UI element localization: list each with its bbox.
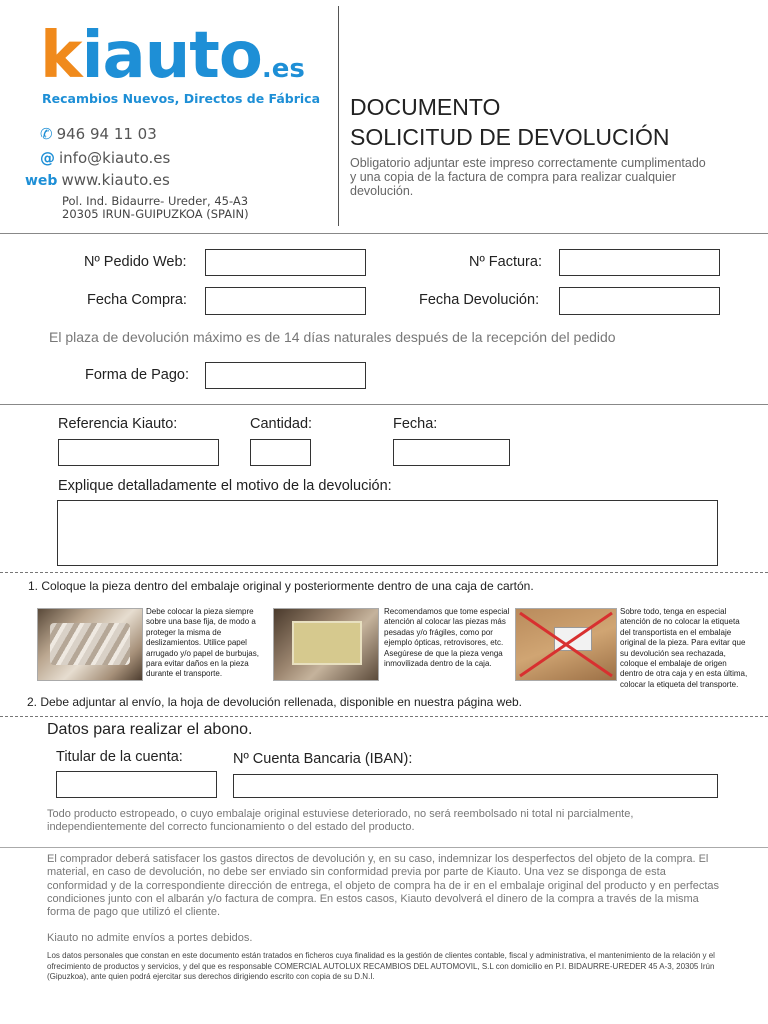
address-line1: Pol. Ind. Bidaurre- Ureder, 45-A3 [62,194,249,208]
plazo-note: El plaza de devolución máximo es de 14 días naturales después de la recepción del pedido [49,329,616,345]
fecha-compra-label: Fecha Compra: [87,292,187,308]
iban-input[interactable] [233,774,718,798]
motivo-textarea[interactable] [57,500,718,566]
section-divider [0,233,768,234]
brand-tagline: Recambios Nuevos, Directos de Fábrica [42,91,321,106]
address-line2: 20305 IRUN-GUIPUZKOA (SPAIN) [62,207,249,221]
referencia-input[interactable] [58,439,219,466]
kiauto-logo: kiauto.es [40,19,305,93]
fecha-label: Fecha: [393,416,438,432]
cantidad-label: Cantidad: [250,416,313,432]
dashed-divider [0,716,768,717]
cantidad-input[interactable] [250,439,311,466]
phone-icon: ✆ [40,125,53,143]
footer-conditions: El comprador deberá satisfacer los gastos directos de devolución y, en su caso, indemnizar los desperfectos del objeto de la compra. El material, en caso de devolución, no debe ser enviado sin conformidad previa por parte de Kiauto. Una vez se disponga de esta conformidad y de la correspondiente dirección de entrega, el objeto de compra ha de ir en el embalaje original del producto y en perfectas condiciones junto con el albarán y/o factura de compra. En estos casos, Kiauto devolverá el dinero de la compra a través de la misma forma de pago que utilizó el cliente. [47,853,720,919]
header-divider [338,6,339,226]
packing-photo-3 [515,608,617,681]
pedido-label: Nº Pedido Web: [84,254,187,270]
packing-photo-1 [37,608,143,681]
dashed-divider [0,572,768,573]
step-1-text: 1. Coloque la pieza dentro del embalaje original y posteriormente dentro de una caja de cartón. [28,579,534,593]
fecha-devolucion-input[interactable] [559,287,720,315]
step-2-text: 2. Debe adjuntar al envío, la hoja de devolución rellenada, disponible en nuestra página web. [27,695,523,709]
fecha-input[interactable] [393,439,510,466]
abono-heading: Datos para realizar el abono. [47,721,253,738]
photo-3-caption: Sobre todo, tenga en especial atención de no colocar la etiqueta del transportista en el embalaje original de la pieza. Para evitar que su devolución sea rechazada, coloque el embalaje de origen dentro de otra caja y en esta última, colocar la etiqueta del transporte. [620,607,748,689]
section-divider [0,404,768,405]
pedido-input[interactable] [205,249,366,276]
fecha-compra-input[interactable] [205,287,366,315]
part-in-box-shape [292,621,362,665]
photo-2-caption: Recomendamos que tome especial atención al colocar las piezas más pesadas y/o frágiles, como por ejemplo ópticas, retrovisores, etc. Asegúrese de que la pieza venga inmovilizada dentro de la caja. [384,607,510,669]
document-title: DOCUMENTO SOLICITUD DE DEVOLUCIÓN [350,94,670,150]
referencia-label: Referencia Kiauto: [58,416,178,432]
titular-label: Titular de la cuenta: [56,749,183,765]
factura-label: Nº Factura: [469,254,542,270]
footer-legal: Los datos personales que constan en este documento están tratados en ficheros cuya finalidad es la gestión de clientes contable, fiscal y administrativa, el mantenimiento de la relación y el ofrecimiento de productos y servicios, y del que es responsable COMERCIAL AUTOLUX RECAMBIOS DEL AUTOMOVIL, S.L con domicilio en P.I. BIDAURRE-UREDER 45 A-3, 20305 Irún (Gipuzkoa), ante quien podrá ejercitar sus derechos dirigiendo escrito con copia de su D.N.I. [47,951,715,981]
forma-pago-input[interactable] [205,362,366,389]
footer-no-portes: Kiauto no admite envíos a portes debidos. [47,932,253,944]
contact-phone: ✆ 946 94 11 03 [40,125,157,143]
document-subtitle: Obligatorio adjuntar este impreso correctamente cumplimentado y una copia de la factura de compra para realizar cualquier devolución. [350,156,706,198]
fecha-devolucion-label: Fecha Devolución: [419,292,540,308]
web-icon: web [25,173,58,189]
factura-input[interactable] [559,249,720,276]
cross-mark-icon [516,609,616,680]
abono-note: Todo producto estropeado, o cuyo embalaje original estuviese deteriorado, no será reembolsado ni total ni parcialmente, independientemente del correcto funcionamiento o del estado del producto. [47,808,634,834]
bubble-wrap-shape [50,623,130,665]
forma-pago-label: Forma de Pago: [85,367,189,383]
iban-label: Nº Cuenta Bancaria (IBAN): [233,751,413,767]
section-divider [0,847,768,848]
photo-1-caption: Debe colocar la pieza siempre sobre una base fija, de modo a proteger la misma de deslizamientos. Utilice papel arrugado y/o papel de burbujas, para evitar daños en la pieza durante el transporte. [146,607,259,679]
at-icon: @ [40,149,55,167]
packing-photo-2 [273,608,379,681]
motivo-label: Explique detalladamente el motivo de la devolución: [58,478,392,494]
contact-email: @ info@kiauto.es [40,149,171,167]
contact-web: web www.kiauto.es [25,171,170,189]
titular-input[interactable] [56,771,217,798]
